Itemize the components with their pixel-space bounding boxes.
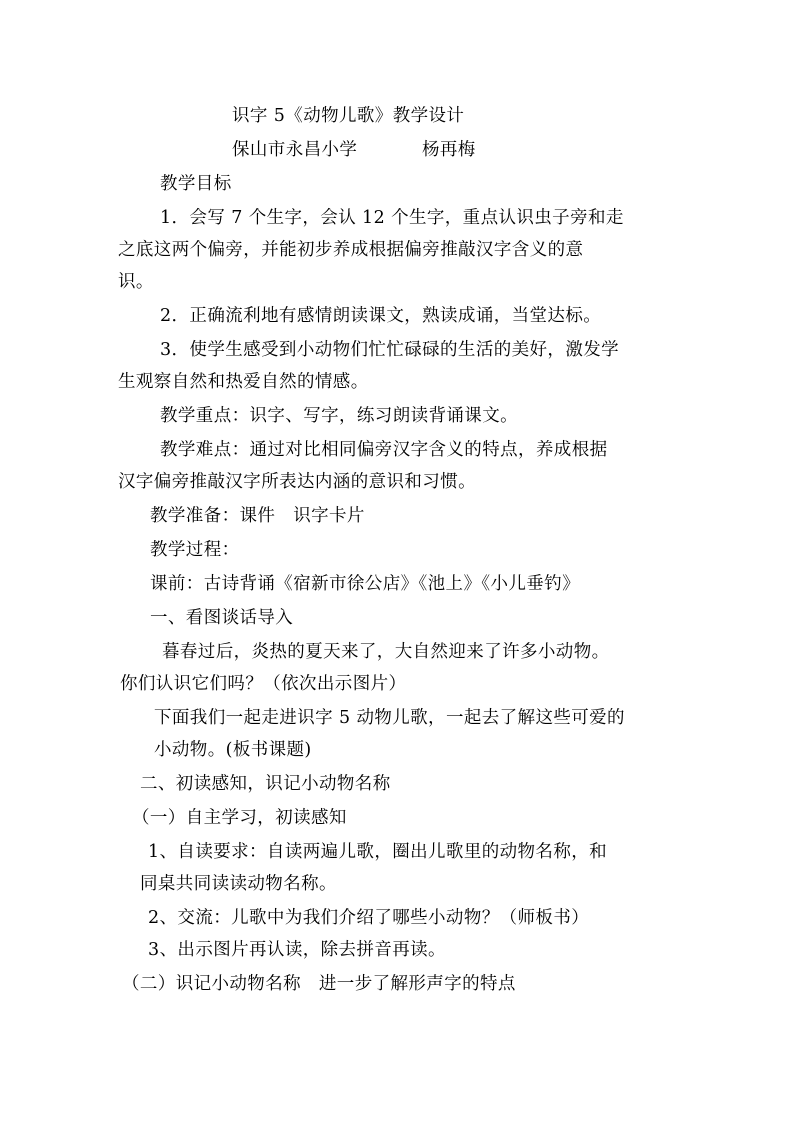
subsection-1-heading: （一）自主学习，初读感知 <box>132 808 347 828</box>
author-name: 杨再梅 <box>422 140 476 160</box>
pre-class: 课前：古诗背诵《宿新市徐公店》《池上》《小儿垂钓》 <box>150 574 580 594</box>
section-2-heading: 二、初读感知，识记小动物名称 <box>140 774 391 794</box>
paragraph-2-line-1: 下面我们一起走进识字 5 动物儿歌，一起去了解这些可爱的 <box>154 708 625 728</box>
subsection-2-heading: （二）识记小动物名称 进一步了解形声字的特点 <box>122 974 516 994</box>
goal-1-line-1: 1．会写 7 个生字，会认 12 个生字，重点认识虫子旁和走 <box>160 208 624 228</box>
document-title: 识字 5《动物儿歌》教学设计 <box>232 106 465 126</box>
difficulty-line-2: 汉字偏旁推敲汉字所表达内涵的意识和习惯。 <box>118 472 476 492</box>
paragraph-1-line-1: 暮春过后，炎热的夏天来了，大自然迎来了许多小动物。 <box>162 642 610 662</box>
difficulty-line-1: 教学难点：通过对比相同偏旁汉字含义的特点，养成根据 <box>160 440 608 460</box>
item-3: 3、出示图片再认读，除去拼音再读。 <box>148 940 446 960</box>
key-points: 教学重点：识字、写字，练习朗读背诵课文。 <box>160 406 518 426</box>
item-1-line-2: 同桌共同读读动物名称。 <box>140 874 337 894</box>
goal-1-line-2: 之底这两个偏旁，并能初步养成根据偏旁推敲汉字含义的意 <box>118 240 584 260</box>
goal-3-line-2: 生观察自然和热爱自然的情感。 <box>118 372 369 392</box>
preparation: 教学准备：课件 识字卡片 <box>150 506 365 526</box>
process-heading: 教学过程： <box>150 540 240 560</box>
goal-2: 2．正确流利地有感情朗读课文，熟读成诵，当堂达标。 <box>160 306 602 326</box>
goal-3-line-1: 3．使学生感受到小动物们忙忙碌碌的生活的美好，激发学 <box>160 340 620 360</box>
paragraph-1-line-2: 你们认识它们吗？（依次出示图片） <box>120 674 407 694</box>
school-name: 保山市永昌小学 <box>232 140 358 160</box>
paragraph-2-line-2: 小动物。(板书课题) <box>154 740 312 760</box>
item-1-line-1: 1、自读要求：自读两遍儿歌，圈出儿歌里的动物名称，和 <box>148 842 608 862</box>
goals-heading: 教学目标 <box>160 174 232 194</box>
item-2: 2、交流：儿歌中为我们介绍了哪些小动物？（师板书） <box>148 908 590 928</box>
section-1-heading: 一、看图谈话导入 <box>150 608 294 628</box>
goal-1-line-3: 识。 <box>118 272 154 292</box>
